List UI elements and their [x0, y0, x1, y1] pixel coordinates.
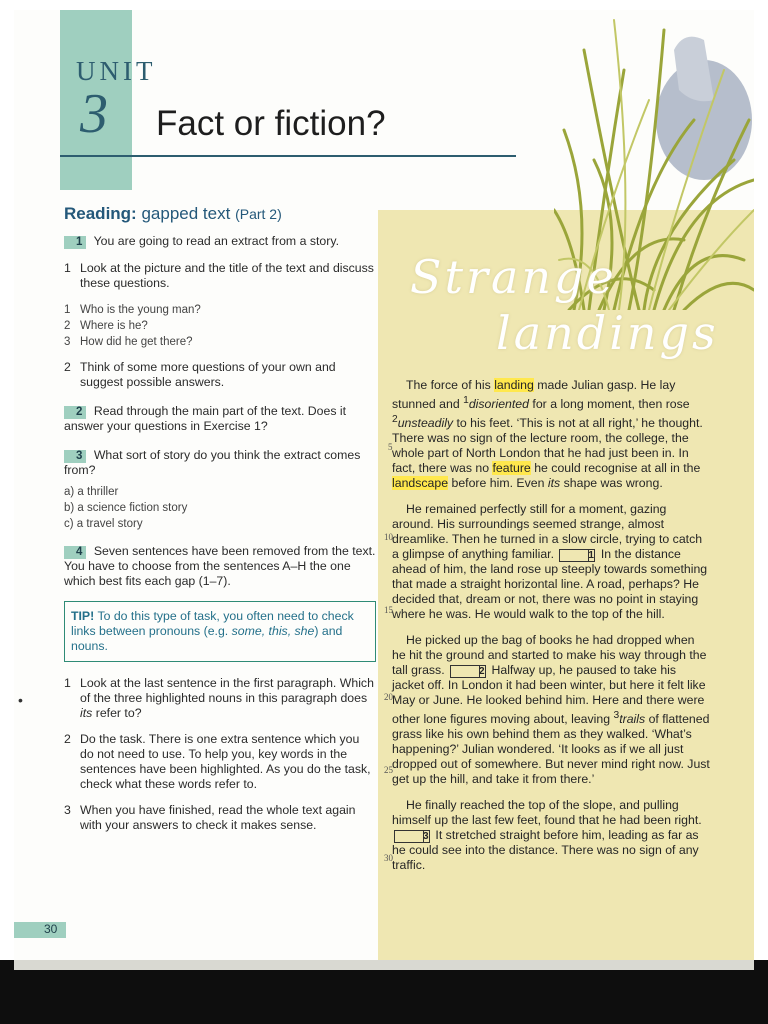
section-heading: Reading: gapped text (Part 2): [64, 204, 282, 223]
unit-number: 3: [80, 83, 108, 145]
highlighted-noun: landscape: [392, 476, 449, 491]
exercise-number-badge: 4: [64, 546, 86, 559]
tip-label: TIP!: [71, 609, 95, 623]
exercise-1: 1 You are going to read an extract from a story.: [64, 234, 376, 249]
gap-box[interactable]: 1: [559, 549, 595, 562]
exercise-number-badge: 3: [64, 450, 86, 463]
line-number: 20: [384, 692, 393, 702]
tip-box: TIP! To do this type of task, you often need to check links between pronouns (e.g. some, this, she) and nouns.: [64, 601, 376, 662]
step-2: 2 Do the task. There is one extra sentence which you do not need to use. To help you, key words in the sentences have been highlighted. As you do the task, check what these words refer to.: [64, 732, 371, 791]
list-item: 2 Where is he?: [64, 320, 148, 332]
gap-box[interactable]: 2: [450, 665, 486, 678]
line-number: 10: [384, 532, 393, 542]
footnote-marker: 2: [392, 414, 398, 426]
exercise-3: 3 What sort of story do you think the extract comes from?: [64, 448, 361, 477]
list-item: c) a travel story: [64, 518, 143, 530]
question-2: 2 Think of some more questions of your own and suggest possible answers.: [64, 360, 336, 389]
footnote-marker: 1: [463, 395, 469, 406]
footnote-marker: 3: [613, 710, 620, 722]
exercise-number-badge: 1: [64, 236, 86, 249]
list-item: a) a thriller: [64, 486, 119, 498]
list-item: 1 Who is the young man?: [64, 304, 201, 316]
sub-questions: [64, 302, 376, 350]
line-number: 25: [384, 765, 393, 775]
unit-title: Fact or fiction?: [156, 104, 386, 143]
story-paragraph-1: The force of his landing made Julian gasp. He lay stunned and $^1$disoriented for a long moment, then rose $^2$unsteadily to his feet. ‘This is not at all right,’ he thought. There was no sign of the lecture room, the college, the whole part of North London that he had just been in. In fact, there was no feature he could recognise at all in the landscape before him. Even its shape was wrong.: [392, 378, 703, 491]
unit-label: UNIT: [76, 56, 157, 86]
exercise-4: 4 Seven sentences have been removed from the text. You have to choose from the sentences A–H the one which best fits each gap (1–7).: [64, 544, 376, 588]
highlighted-noun: landing: [494, 378, 534, 392]
page-number: 30: [44, 922, 58, 936]
story-title: [404, 250, 744, 380]
exercise-2: 2 Read through the main part of the text. Does it answer your questions in Exercise 1?: [64, 404, 347, 433]
question-1: 1 Look at the picture and the title of the text and discuss these questions.: [64, 261, 374, 290]
story-title-line2: landings: [496, 306, 719, 360]
gap-box[interactable]: 3: [394, 830, 430, 843]
story-paragraph-4: He finally reached the top of the slope, and pulling himself up the last few feet, found that he had been right. 3 It stretched straight before him, leading as far as he could see into the distance. There was no sign of any traffic.: [392, 798, 702, 873]
line-number: 15: [384, 605, 393, 615]
story-title-line1: Strange: [410, 250, 617, 304]
step-3: 3 When you have finished, read the whole text again with your answers to check it makes sense.: [64, 803, 356, 832]
story-paragraph-2: He remained perfectly still for a moment, gazing around. His surroundings seemed strange, almost dreamlike. Then he turned in a slow circle, trying to catch a glimpse of anything familiar. 1 In the distance ahead of him, the land rose up steeply towards something that made a straight horizontal line. A road, perhaps? He decided that, dream or not, there was no point in staying where he was. He would walk to the top of the hill.: [392, 502, 708, 622]
page-number-bar: [14, 922, 66, 938]
textbook-page: [14, 10, 754, 960]
list-item: b) a science fiction story: [64, 502, 188, 514]
story-paragraph-3: He picked up the bag of books he had dropped when he hit the ground and started to make his way through the tall grass. 2 Halfway up, he paused to take his jacket off. In London it had been winter, but here it felt like May or June. He looked behind him. Here and there were other lone figures moving about, leaving $^3$trails of flattened grass like his own behind them as they walked. ‘What’s happening?’ Julian wondered. ‘It looks as if we all just dropped out of somewhere. But never mind right now. Just get up the hill, and take it from there.’: [392, 633, 710, 787]
instructions-column: [64, 206, 376, 844]
highlighted-noun: feature: [492, 461, 531, 476]
line-number: 30: [384, 853, 393, 863]
story-text: [392, 378, 710, 884]
title-underline: [60, 155, 516, 157]
line-number: 5: [388, 442, 393, 452]
exercise-number-badge: 2: [64, 406, 86, 419]
answer-options: [64, 484, 376, 532]
scan-background: [0, 960, 768, 1024]
margin-mark: •: [18, 692, 23, 708]
list-item: 3 How did he get there?: [64, 336, 193, 348]
step-1: 1 Look at the last sentence in the first paragraph. Which of the three highlighted nouns in this paragraph does its refer to?: [64, 676, 374, 720]
